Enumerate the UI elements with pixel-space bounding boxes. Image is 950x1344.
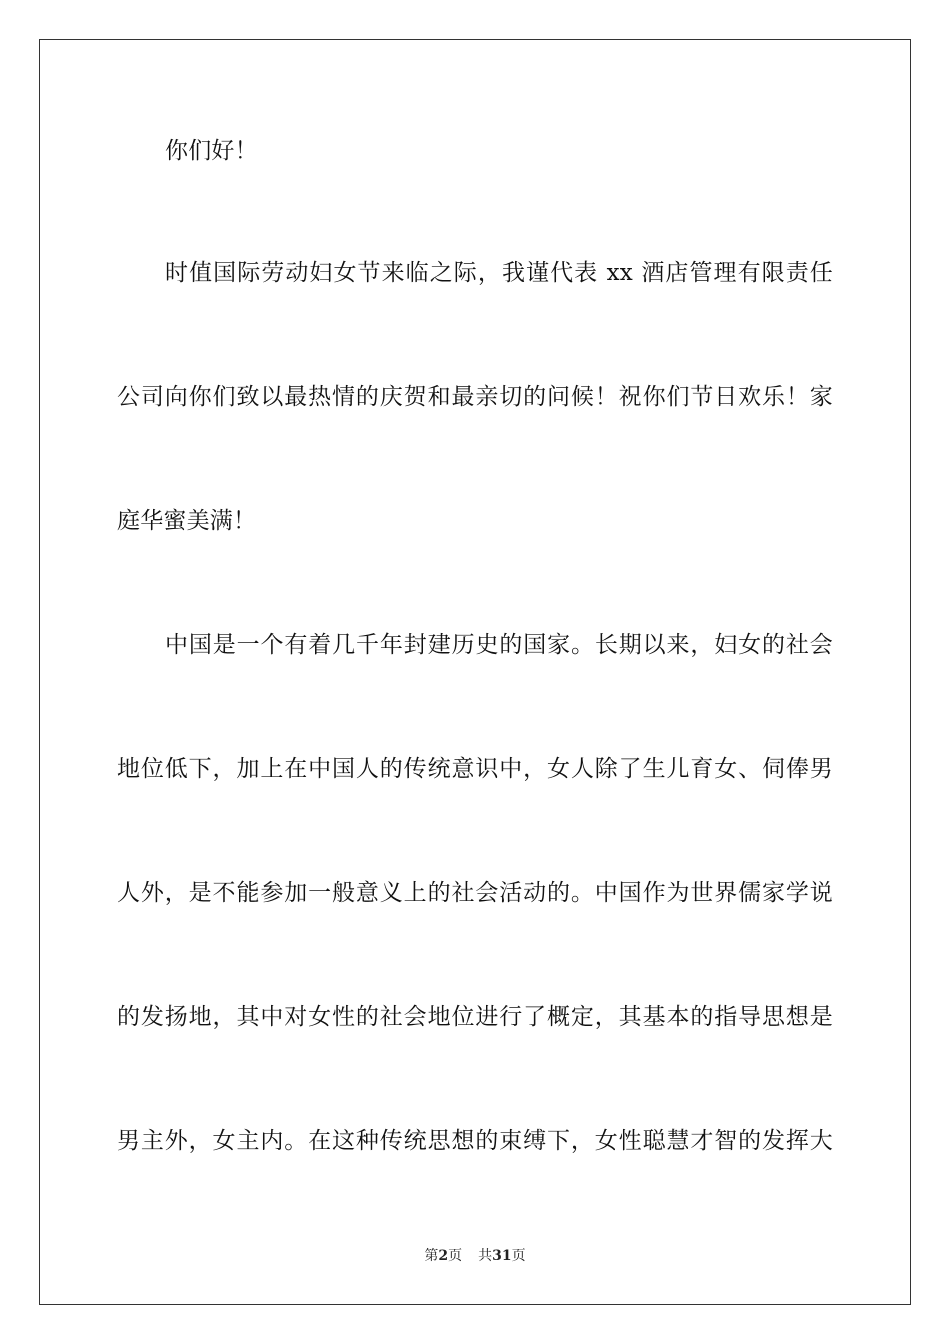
paragraph-2-line-1: 中国是一个有着几千年封建历史的国家。长期以来，妇女的社会 [165,632,833,658]
total-pages: 31 [492,1248,512,1264]
paragraph-2-line-2: 地位低下，加上在中国人的传统意识中，女人除了生儿育女、伺俸男 [117,756,833,782]
paragraph-2-line-3: 人外，是不能参加一般意义上的社会活动的。中国作为世界儒家学说 [117,880,833,906]
page-suffix: 页 [448,1248,463,1264]
paragraph-2-line-5: 男主外，女主内。在这种传统思想的束缚下，女性聪慧才智的发挥大 [117,1128,833,1154]
page-border [39,39,911,1305]
page-prefix: 第 [424,1248,439,1264]
paragraph-2-line-4: 的发扬地，其中对女性的社会地位进行了概定，其基本的指导思想是 [117,1004,833,1030]
paragraph-1-line-1: 时值国际劳动妇女节来临之际，我谨代表 xx 酒店管理有限责任 [165,260,833,286]
page-footer [0,1247,950,1265]
total-prefix: 共 [478,1248,493,1264]
total-suffix: 页 [511,1248,526,1264]
greeting-line: 你们好！ [165,138,258,164]
page-number: 2 [438,1248,449,1264]
paragraph-1-line-2: 公司向你们致以最热情的庆贺和最亲切的问候！祝你们节日欢乐！家 [117,384,833,410]
paragraph-1-line-3: 庭华蜜美满！ [117,508,257,534]
